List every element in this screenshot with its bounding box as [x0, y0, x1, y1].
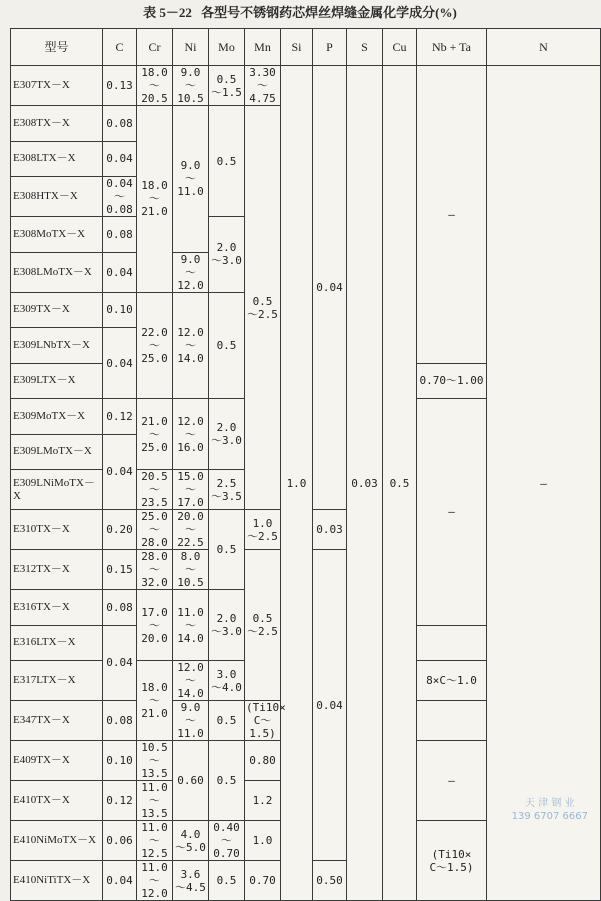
grade-cell: E309MoTX－X — [11, 399, 103, 435]
mo-cell: 3.0 ～4.0 — [209, 661, 245, 701]
n-cell: — — [487, 66, 601, 901]
c-cell: 0.12 — [103, 781, 137, 821]
grade-cell: E310TX－X — [11, 510, 103, 550]
header-c: C — [103, 29, 137, 66]
mo-cell: 0.5 — [209, 861, 245, 901]
nb-ta-cell: — — [417, 741, 487, 821]
grade-cell: E307TX－X — [11, 66, 103, 106]
cr-cell: 21.0 ～25.0 — [137, 399, 173, 470]
c-cell: 0.10 — [103, 292, 137, 328]
grade-cell: E308TX－X — [11, 106, 103, 142]
watermark-phone: 139 6707 6667 — [511, 811, 588, 822]
grade-cell: E308LMoTX－X — [11, 252, 103, 292]
mo-cell: 0.5 — [209, 292, 245, 399]
c-cell: 0.13 — [103, 66, 137, 106]
grade-cell: E308HTX－X — [11, 177, 103, 217]
ni-cell: 4.0 ～5.0 — [173, 821, 209, 861]
ni-cell: 11.0 ～14.0 — [173, 590, 209, 661]
nb-ta-cell: (Ti10× C～1.5) — [246, 701, 286, 740]
mn-cell: 1.0 — [245, 821, 281, 861]
table-number: 表 5－22 — [143, 5, 192, 20]
grade-cell: E308MoTX－X — [11, 217, 103, 253]
c-cell: 0.12 — [103, 399, 137, 435]
ni-cell: 9.0 ～12.0 — [173, 252, 209, 292]
mo-cell: 0.5 — [209, 741, 245, 821]
ni-cell: 12.0 ～16.0 — [173, 399, 209, 470]
ni-cell: 9.0 ～11.0 — [173, 701, 209, 741]
ni-cell: 9.0 ～10.5 — [173, 66, 209, 106]
si-cell: 1.0 — [281, 66, 313, 901]
cr-cell: 17.0 ～20.0 — [137, 590, 173, 661]
si-cell: 0.50 — [313, 861, 347, 901]
header-row — [11, 29, 601, 66]
header-ni: Ni — [173, 29, 209, 66]
header-cu: Cu — [383, 29, 417, 66]
mn-cell: 3.30 ～4.75 — [245, 66, 281, 106]
grade-cell: E410TX－X — [11, 781, 103, 821]
grade-cell: E308LTX－X — [11, 141, 103, 177]
mn-cell: 1.0 ～2.5 — [245, 510, 281, 550]
mo-cell: 0.40 ～0.70 — [209, 821, 245, 861]
mn-cell: 1.2 — [245, 781, 281, 821]
ni-cell: 12.0 ～14.0 — [173, 292, 209, 399]
cr-cell: 22.0 ～25.0 — [137, 292, 173, 399]
table-row — [11, 66, 601, 106]
c-cell: 0.10 — [103, 741, 137, 781]
ni-cell: 20.0 ～22.5 — [173, 510, 209, 550]
header-si: Si — [281, 29, 313, 66]
c-cell: 0.08 — [103, 217, 137, 253]
ni-cell: 12.0 ～14.0 — [173, 661, 209, 701]
c-cell: 0.08 — [103, 590, 137, 626]
c-cell: 0.04 — [103, 141, 137, 177]
nb-ta-cell: (Ti10× C～1.5) — [417, 821, 487, 901]
mo-cell: 0.5 — [209, 510, 245, 590]
mo-cell: 2.5 ～3.5 — [209, 470, 245, 510]
grade-cell: E309TX－X — [11, 292, 103, 328]
watermark — [512, 797, 588, 823]
cu-cell: 0.5 — [383, 66, 417, 901]
header-n: N — [487, 29, 601, 66]
header-nb-ta: Nb + Ta — [417, 29, 487, 66]
cr-cell: 28.0 ～32.0 — [137, 550, 173, 590]
mo-cell: 2.0 ～3.0 — [209, 217, 245, 293]
p-cell: 0.03 — [313, 510, 347, 550]
header-mo: Mo — [209, 29, 245, 66]
mn-cell: 0.5 ～2.5 — [245, 106, 281, 510]
cr-cell: 25.0 ～28.0 — [137, 510, 173, 550]
grade-cell: E410NiTiTX－X — [11, 861, 103, 901]
ni-cell: 9.0 ～11.0 — [173, 106, 209, 253]
c-cell: 0.04 — [103, 861, 137, 901]
mo-cell: 0.5 — [209, 701, 245, 741]
c-cell: 0.04 — [103, 625, 137, 701]
nb-ta-cell: — — [417, 66, 487, 364]
p-cell: 0.04 — [313, 66, 347, 510]
grade-cell: E317LTX－X — [11, 661, 103, 701]
grade-cell: E309LNbTX－X — [11, 328, 103, 364]
grade-cell: E410NiMoTX－X — [11, 821, 103, 861]
mo-cell: 2.0 ～3.0 — [209, 399, 245, 470]
ni-cell: 8.0 ～10.5 — [173, 550, 209, 590]
header-cr: Cr — [137, 29, 173, 66]
c-cell: 0.04 — [103, 434, 137, 510]
ni-cell: 15.0 ～17.0 — [173, 470, 209, 510]
nb-ta-cell: 8×C～1.0 — [417, 661, 487, 701]
cr-cell: 11.0 ～12.5 — [137, 821, 173, 861]
mn-cell: 0.5 ～2.5 — [245, 550, 281, 701]
grade-cell: E347TX－X — [11, 701, 103, 741]
cr-cell: 10.5 ～13.5 — [137, 741, 173, 781]
header-s: S — [347, 29, 383, 66]
nb-ta-cell: 0.70～1.00 — [417, 363, 487, 399]
mo-cell: 0.5 ～1.5 — [209, 66, 245, 106]
c-cell: 0.04 ～0.08 — [103, 177, 137, 217]
mn-cell: 0.70 — [245, 861, 281, 901]
composition-table — [10, 28, 601, 901]
c-cell: 0.08 — [103, 701, 137, 741]
c-cell: 0.04 — [103, 252, 137, 292]
grade-cell: E409TX－X — [11, 741, 103, 781]
cr-cell: 18.0 ～20.5 — [137, 66, 173, 106]
c-cell: 0.04 — [103, 328, 137, 399]
cr-cell: 11.0 ～13.5 — [137, 781, 173, 821]
c-cell: 0.20 — [103, 510, 137, 550]
table-caption: 各型号不锈钢药芯焊丝焊缝金属化学成分(%) — [201, 5, 457, 20]
cr-cell: 20.5 ～23.5 — [137, 470, 173, 510]
header-mn: Mn — [245, 29, 281, 66]
mn-cell: 0.80 — [245, 741, 281, 781]
grade-cell: E309LMoTX－X — [11, 434, 103, 470]
grade-cell: E309LTX－X — [11, 363, 103, 399]
grade-cell: E316LTX－X — [11, 625, 103, 661]
header-p: P — [313, 29, 347, 66]
c-cell: 0.06 — [103, 821, 137, 861]
nb-ta-cell: — — [417, 399, 487, 626]
grade-cell: E316TX－X — [11, 590, 103, 626]
watermark-company: 天 津 钢 业 — [525, 798, 575, 809]
grade-cell: E309LNiMoTX－X — [11, 470, 103, 510]
table-title — [0, 2, 600, 24]
cr-cell: 18.0 ～21.0 — [137, 661, 173, 741]
cr-cell: 18.0 ～21.0 — [137, 106, 173, 293]
c-cell: 0.15 — [103, 550, 137, 590]
mo-cell: 0.5 — [209, 106, 245, 217]
header-grade: 型号 — [11, 29, 103, 66]
ni-cell: 3.6 ～4.5 — [173, 861, 209, 901]
grade-cell: E312TX－X — [11, 550, 103, 590]
c-cell: 0.08 — [103, 106, 137, 142]
s-cell: 0.03 — [347, 66, 383, 901]
ni-cell: 0.60 — [173, 741, 209, 821]
mo-cell: 2.0 ～3.0 — [209, 590, 245, 661]
p-cell: 0.04 — [313, 550, 347, 861]
cr-cell: 11.0 ～12.0 — [137, 861, 173, 901]
